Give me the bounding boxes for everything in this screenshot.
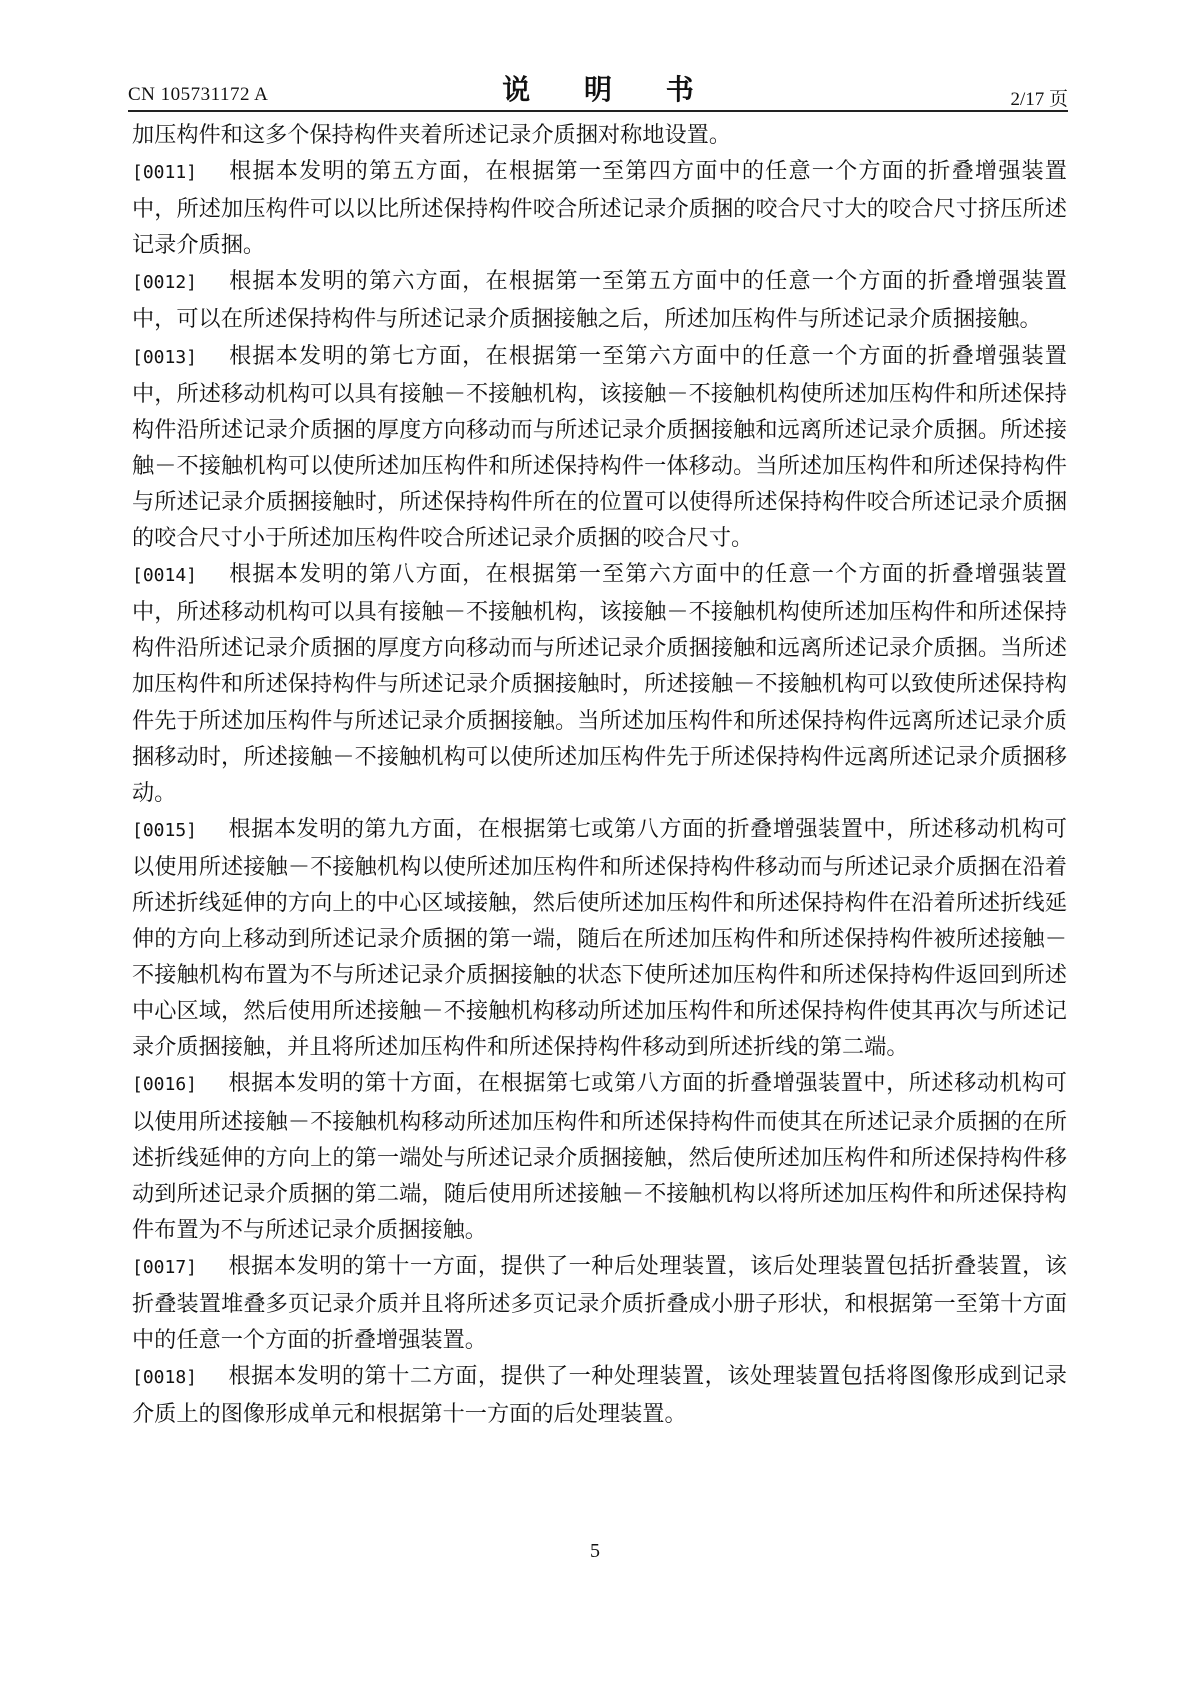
paragraph-0015 [132, 811, 1067, 1066]
paragraph-text: 根据本发明的第五方面，在根据第一至第四方面中的任意一个方面的折叠增强装置中，所述加压构件可以以比所述保持构件咬合所述记录介质捆的咬合尺寸大的咬合尺寸挤压所述记录介质捆。 [132, 158, 1067, 259]
paragraph-number: [0016] [132, 1074, 198, 1096]
paragraph-0011 [132, 153, 1067, 263]
document-title: 说 明 书 [502, 73, 716, 106]
paragraph-0014 [132, 556, 1067, 811]
paragraph-text: 根据本发明的第十一方面，提供了一种后处理装置，该后处理装置包括折叠装置，该折叠装置堆叠多页记录介质并且将所述多页记录介质折叠成小册子形状，和根据第一至第十方面中的任意一个方面的折叠增强装置。 [132, 1252, 1067, 1354]
paragraph-0012 [132, 263, 1067, 337]
paragraph-number: [0012] [132, 272, 198, 294]
paragraph-0017 [132, 1248, 1067, 1358]
paragraph-text: 根据本发明的第七方面，在根据第一至第六方面中的任意一个方面的折叠增强装置中，所述移动机构可以具有接触－不接触机构，该接触－不接触机构使所述加压构件和所述保持构件沿所述记录介质捆的厚度方向移动而与所述记录介质捆接触和远离所述记录介质捆。所述接触－不接触机构可以使所述加压构件和所述保持构件一体移动。当所述加压构件和所述保持构件与所述记录介质捆接触时，所述保持构件所在的位置可以使得所述保持构件咬合所述记录介质捆的咬合尺寸小于所述加压构件咬合所述记录介质捆的咬合尺寸。 [132, 342, 1067, 552]
paragraph-number: [0013] [132, 346, 198, 368]
paragraph-number: [0015] [132, 819, 198, 841]
paragraph-number: [0018] [132, 1367, 198, 1389]
header-divider [128, 110, 1068, 112]
paragraph-text: 加压构件和这多个保持构件夹着所述记录介质捆对称地设置。 [132, 122, 732, 148]
paragraph-0016 [132, 1065, 1067, 1247]
paragraph-number: [0014] [132, 565, 198, 587]
paragraph-number: [0011] [132, 162, 198, 184]
document-body [132, 117, 1067, 1432]
paragraph-text: 根据本发明的第六方面，在根据第一至第五方面中的任意一个方面的折叠增强装置中，可以在所述保持构件与所述记录介质捆接触之后，所述加压构件与所述记录介质捆接触。 [132, 268, 1067, 333]
page-counter: 2/17 页 [1010, 89, 1068, 110]
paragraph-text: 根据本发明的第十二方面，提供了一种处理装置，该处理装置包括将图像形成到记录介质上的图像形成单元和根据第十一方面的后处理装置。 [132, 1363, 1067, 1428]
paragraph-continuation [132, 117, 1067, 153]
paragraph-0018 [132, 1358, 1067, 1432]
paragraph-0013 [132, 338, 1067, 557]
paragraph-text: 根据本发明的第十方面，在根据第七或第八方面的折叠增强装置中，所述移动机构可以使用所述接触－不接触机构移动所述加压构件和所述保持构件而使其在所述记录介质捆的在所述折线延伸的方向上的第一端处与所述记录介质捆接触，然后使所述加压构件和所述保持构件移动到所述记录介质捆的第二端，随后使用所述接触－不接触机构以将所述加压构件和所述保持构件布置为不与所述记录介质捆接触。 [132, 1070, 1067, 1243]
paragraph-text: 根据本发明的第八方面，在根据第一至第六方面中的任意一个方面的折叠增强装置中，所述移动机构可以具有接触－不接触机构，该接触－不接触机构使所述加压构件和所述保持构件沿所述记录介质捆的厚度方向移动而与所述记录介质捆接触和远离所述记录介质捆。当所述加压构件和所述保持构件与所述记录介质捆接触时，所述接触－不接触机构可以致使所述保持构件先于所述加压构件与所述记录介质捆接触。当所述加压构件和所述保持构件远离所述记录介质捆移动时，所述接触－不接触机构可以使所述加压构件先于所述保持构件远离所述记录介质捆移动。 [132, 561, 1067, 806]
page-header [128, 64, 1068, 110]
paragraph-number: [0017] [132, 1256, 198, 1278]
paragraph-text: 根据本发明的第九方面，在根据第七或第八方面的折叠增强装置中，所述移动机构可以使用所述接触－不接触机构以使所述加压构件和所述保持构件移动而与所述记录介质捆在沿着所述折线延伸的方向上的中心区域接触，然后使所述加压构件和所述保持构件在沿着所述折线延伸的方向上移动到所述记录介质捆的第一端，随后在所述加压构件和所述保持构件被所述接触－不接触机构布置为不与所述记录介质捆接触的状态下使所述加压构件和所述保持构件返回到所述中心区域，然后使用所述接触－不接触机构移动所述加压构件和所述保持构件使其再次与所述记录介质捆接触，并且将所述加压构件和所述保持构件移动到所述折线的第二端。 [132, 815, 1067, 1061]
page-number: 5 [590, 1540, 600, 1562]
patent-number: CN 105731172 A [128, 84, 269, 105]
